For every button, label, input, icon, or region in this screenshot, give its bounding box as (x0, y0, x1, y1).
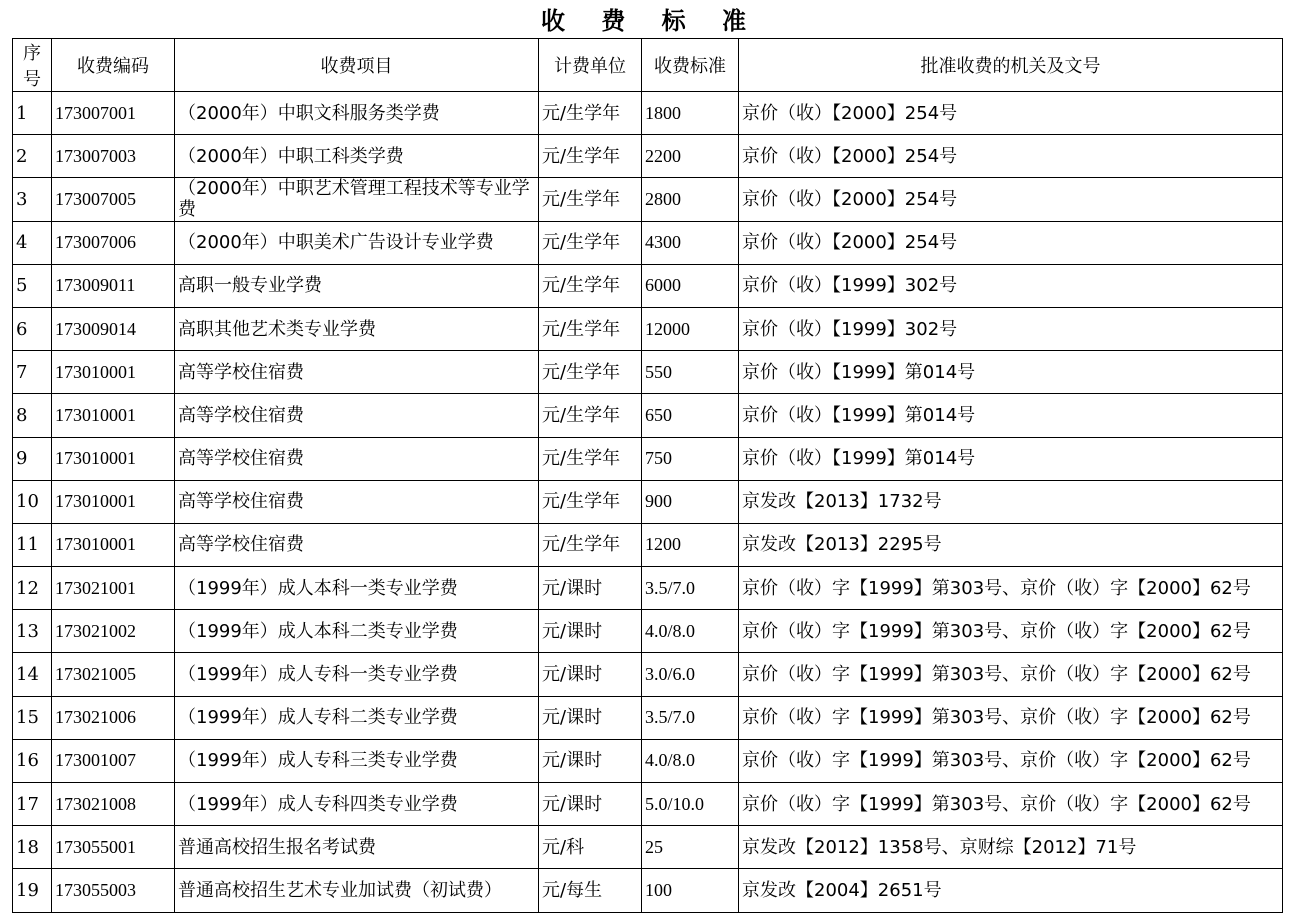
fee-item-cell: 高等学校住宿费 (175, 523, 539, 566)
billing-unit-cell: 元/生学年 (539, 437, 642, 480)
table-row (13, 523, 1283, 566)
fee-standard-cell: 3.5/7.0 (642, 567, 739, 610)
approval-document-cell: 京发改【2013】2295号 (739, 523, 1283, 566)
fee-item-cell: 高等学校住宿费 (175, 394, 539, 437)
table-row (13, 92, 1283, 135)
row-index-cell: 3 (13, 178, 52, 221)
billing-unit-cell: 元/生学年 (539, 523, 642, 566)
fee-item-cell: 高等学校住宿费 (175, 437, 539, 480)
fee-code-cell: 173021002 (52, 610, 175, 653)
table-row (13, 135, 1283, 178)
fee-standard-cell: 25 (642, 826, 739, 869)
billing-unit-cell: 元/生学年 (539, 92, 642, 135)
fee-item-cell: 高职其他艺术类专业学费 (175, 307, 539, 350)
row-index-cell: 17 (13, 783, 52, 826)
table-row (13, 480, 1283, 523)
table-row (13, 783, 1283, 826)
billing-unit-cell: 元/科 (539, 826, 642, 869)
billing-unit-cell: 元/课时 (539, 567, 642, 610)
row-index-cell: 15 (13, 696, 52, 739)
row-index-cell: 13 (13, 610, 52, 653)
fee-code-cell: 173021006 (52, 696, 175, 739)
table-row (13, 178, 1283, 221)
table-row (13, 696, 1283, 739)
approval-document-cell: 京价（收）【1999】302号 (739, 307, 1283, 350)
row-index-cell: 2 (13, 135, 52, 178)
fee-item-cell: 高等学校住宿费 (175, 351, 539, 394)
billing-unit-cell: 元/生学年 (539, 307, 642, 350)
fee-standard-cell: 3.5/7.0 (642, 696, 739, 739)
fee-code-cell: 173010001 (52, 437, 175, 480)
approval-document-cell: 京发改【2012】1358号、京财综【2012】71号 (739, 826, 1283, 869)
fee-table (12, 38, 1283, 913)
row-index-cell: 19 (13, 869, 52, 912)
fee-code-cell: 173055001 (52, 826, 175, 869)
table-row (13, 394, 1283, 437)
column-header-item: 收费项目 (175, 39, 539, 92)
billing-unit-cell: 元/生学年 (539, 394, 642, 437)
fee-standard-cell: 2200 (642, 135, 739, 178)
column-header-unit: 计费单位 (539, 39, 642, 92)
approval-document-cell: 京价（收）【1999】302号 (739, 264, 1283, 307)
approval-document-cell: 京价（收）字【1999】第303号、京价（收）字【2000】62号 (739, 610, 1283, 653)
billing-unit-cell: 元/生学年 (539, 135, 642, 178)
billing-unit-cell: 元/课时 (539, 783, 642, 826)
approval-document-cell: 京价（收）【1999】第014号 (739, 351, 1283, 394)
column-header-code: 收费编码 (52, 39, 175, 92)
fee-code-cell: 173007003 (52, 135, 175, 178)
fee-standard-cell: 2800 (642, 178, 739, 221)
column-header-authority: 批准收费的机关及文号 (739, 39, 1283, 92)
fee-standard-cell: 900 (642, 480, 739, 523)
page-title: 收 费 标 准 (540, 7, 761, 35)
row-index-cell: 18 (13, 826, 52, 869)
fee-item-cell: （1999年）成人本科二类专业学费 (175, 610, 539, 653)
fee-item-cell: （1999年）成人专科四类专业学费 (175, 783, 539, 826)
billing-unit-cell: 元/生学年 (539, 178, 642, 221)
approval-document-cell: 京价（收）【2000】254号 (739, 178, 1283, 221)
fee-item-cell: 普通高校招生报名考试费 (175, 826, 539, 869)
billing-unit-cell: 元/生学年 (539, 480, 642, 523)
row-index-cell: 16 (13, 739, 52, 782)
fee-standard-cell: 4.0/8.0 (642, 610, 739, 653)
table-row (13, 264, 1283, 307)
fee-code-cell: 173010001 (52, 351, 175, 394)
fee-item-cell: （1999年）成人专科一类专业学费 (175, 653, 539, 696)
billing-unit-cell: 元/生学年 (539, 351, 642, 394)
row-index-cell: 12 (13, 567, 52, 610)
fee-code-cell: 173021008 (52, 783, 175, 826)
table-row (13, 869, 1283, 912)
billing-unit-cell: 元/生学年 (539, 221, 642, 264)
approval-document-cell: 京价（收）【1999】第014号 (739, 394, 1283, 437)
row-index-cell: 7 (13, 351, 52, 394)
fee-code-cell: 173021005 (52, 653, 175, 696)
row-index-cell: 4 (13, 221, 52, 264)
billing-unit-cell: 元/生学年 (539, 264, 642, 307)
fee-standard-cell: 12000 (642, 307, 739, 350)
fee-code-cell: 173009011 (52, 264, 175, 307)
table-body (13, 92, 1283, 913)
approval-document-cell: 京价（收）字【1999】第303号、京价（收）字【2000】62号 (739, 783, 1283, 826)
row-index-cell: 1 (13, 92, 52, 135)
fee-code-cell: 173007005 (52, 178, 175, 221)
fee-code-cell: 173007001 (52, 92, 175, 135)
row-index-cell: 8 (13, 394, 52, 437)
approval-document-cell: 京价（收）字【1999】第303号、京价（收）字【2000】62号 (739, 567, 1283, 610)
fee-standard-cell: 4300 (642, 221, 739, 264)
fee-standard-cell: 5.0/10.0 (642, 783, 739, 826)
fee-code-cell: 173010001 (52, 394, 175, 437)
fee-code-cell: 173021001 (52, 567, 175, 610)
row-index-cell: 10 (13, 480, 52, 523)
table-row (13, 351, 1283, 394)
fee-code-cell: 173001007 (52, 739, 175, 782)
row-index-cell: 9 (13, 437, 52, 480)
approval-document-cell: 京价（收）【1999】第014号 (739, 437, 1283, 480)
table-row (13, 610, 1283, 653)
fee-standard-cell: 1200 (642, 523, 739, 566)
fee-code-cell: 173010001 (52, 523, 175, 566)
row-index-cell: 14 (13, 653, 52, 696)
fee-item-cell: 高等学校住宿费 (175, 480, 539, 523)
table-header-row (13, 39, 1283, 92)
fee-standard-cell: 4.0/8.0 (642, 739, 739, 782)
fee-standard-cell: 750 (642, 437, 739, 480)
fee-code-cell: 173010001 (52, 480, 175, 523)
fee-item-cell: 普通高校招生艺术专业加试费（初试费） (175, 869, 539, 912)
fee-standard-cell: 6000 (642, 264, 739, 307)
row-index-cell: 5 (13, 264, 52, 307)
approval-document-cell: 京发改【2013】1732号 (739, 480, 1283, 523)
billing-unit-cell: 元/课时 (539, 610, 642, 653)
approval-document-cell: 京价（收）【2000】254号 (739, 135, 1283, 178)
approval-document-cell: 京价（收）【2000】254号 (739, 221, 1283, 264)
table-row (13, 437, 1283, 480)
fee-code-cell: 173009014 (52, 307, 175, 350)
fee-standard-cell: 3.0/6.0 (642, 653, 739, 696)
billing-unit-cell: 元/每生 (539, 869, 642, 912)
column-header-standard: 收费标准 (642, 39, 739, 92)
table-row (13, 307, 1283, 350)
billing-unit-cell: 元/课时 (539, 696, 642, 739)
fee-standard-cell: 100 (642, 869, 739, 912)
column-header-index: 序号 (13, 39, 52, 92)
fee-code-cell: 173055003 (52, 869, 175, 912)
fee-item-cell: （2000年）中职文科服务类学费 (175, 92, 539, 135)
fee-item-cell: （1999年）成人本科一类专业学费 (175, 567, 539, 610)
approval-document-cell: 京价（收）字【1999】第303号、京价（收）字【2000】62号 (739, 653, 1283, 696)
billing-unit-cell: 元/课时 (539, 653, 642, 696)
fee-item-cell: （2000年）中职美术广告设计专业学费 (175, 221, 539, 264)
table-row (13, 567, 1283, 610)
billing-unit-cell: 元/课时 (539, 739, 642, 782)
approval-document-cell: 京价（收）字【1999】第303号、京价（收）字【2000】62号 (739, 739, 1283, 782)
fee-item-cell: （1999年）成人专科二类专业学费 (175, 696, 539, 739)
table-row (13, 653, 1283, 696)
approval-document-cell: 京发改【2004】2651号 (739, 869, 1283, 912)
fee-item-cell: （2000年）中职艺术管理工程技术等专业学费 (175, 178, 539, 221)
fee-standard-cell: 550 (642, 351, 739, 394)
fee-item-cell: 高职一般专业学费 (175, 264, 539, 307)
row-index-cell: 11 (13, 523, 52, 566)
table-row (13, 739, 1283, 782)
fee-item-cell: （2000年）中职工科类学费 (175, 135, 539, 178)
fee-item-cell: （1999年）成人专科三类专业学费 (175, 739, 539, 782)
table-row (13, 826, 1283, 869)
approval-document-cell: 京价（收）字【1999】第303号、京价（收）字【2000】62号 (739, 696, 1283, 739)
row-index-cell: 6 (13, 307, 52, 350)
fee-standard-cell: 1800 (642, 92, 739, 135)
table-row (13, 221, 1283, 264)
approval-document-cell: 京价（收）【2000】254号 (739, 92, 1283, 135)
fee-code-cell: 173007006 (52, 221, 175, 264)
fee-standard-cell: 650 (642, 394, 739, 437)
